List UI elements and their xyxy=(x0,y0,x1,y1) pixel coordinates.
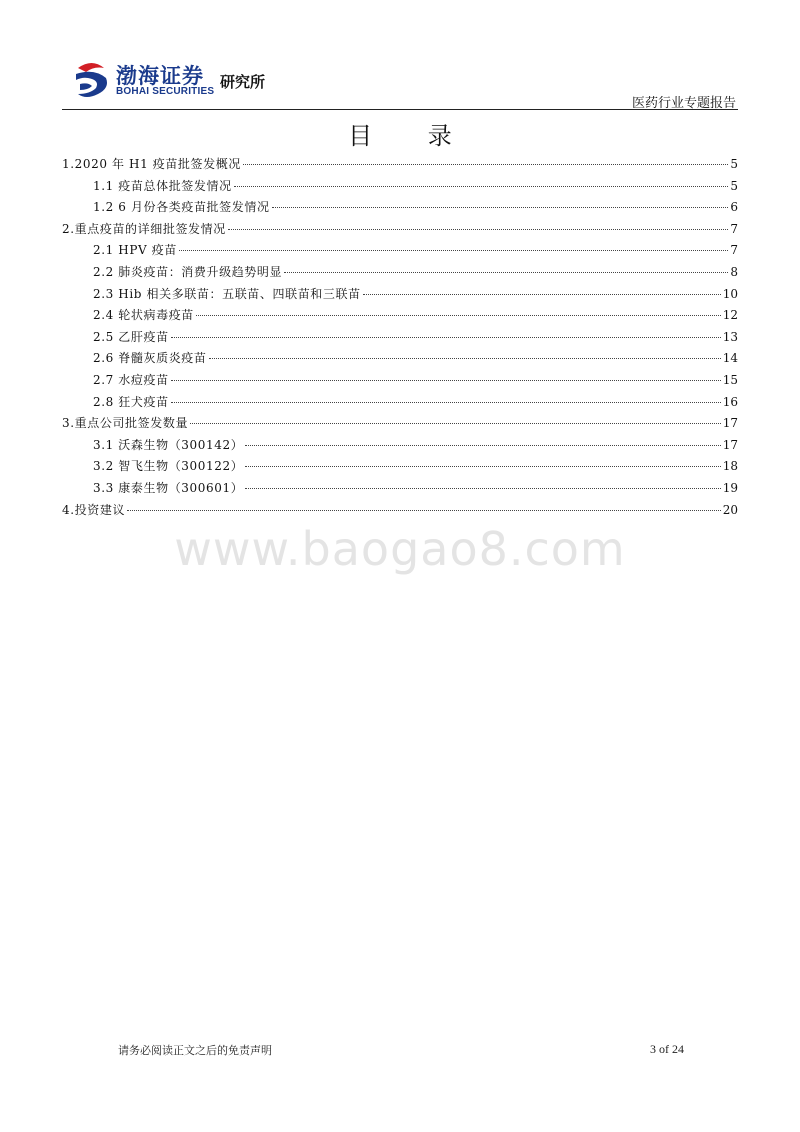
toc-entry-text: 3.重点公司批签发数量 xyxy=(62,416,189,431)
toc-leader-dots xyxy=(245,445,720,446)
toc-leader-dots xyxy=(228,229,729,230)
toc-entry-page: 7 xyxy=(730,243,738,258)
toc-entry-page: 15 xyxy=(722,372,738,387)
toc-entry-text: 2.4 轮状病毒疫苗 xyxy=(93,308,194,323)
toc-entry-text: 1.1 疫苗总体批签发情况 xyxy=(93,178,232,193)
toc-entry[interactable] xyxy=(62,370,738,392)
page-header xyxy=(62,56,738,110)
logo-chinese-name: 渤海证券 xyxy=(116,64,204,88)
report-type: 医药行业专题报告 xyxy=(631,96,736,111)
toc-entry-page: 7 xyxy=(730,221,738,236)
toc-entry[interactable] xyxy=(62,392,738,414)
toc-entry-text: 3.1 沃森生物（300142） xyxy=(93,437,244,452)
logo-english-name: BOHAI SECURITIES xyxy=(116,86,215,97)
toc-entry-text: 3.3 康泰生物（300601） xyxy=(93,480,244,495)
toc-leader-dots xyxy=(190,423,721,424)
table-of-contents xyxy=(62,154,738,521)
toc-leader-dots xyxy=(284,272,728,273)
toc-leader-dots xyxy=(171,402,721,403)
toc-entry-page: 10 xyxy=(722,286,738,301)
toc-entry-page: 5 xyxy=(730,157,738,171)
toc-leader-dots xyxy=(171,337,721,338)
toc-entry-page: 17 xyxy=(722,437,738,452)
toc-entry[interactable] xyxy=(62,478,738,500)
toc-entry[interactable] xyxy=(62,284,738,306)
toc-entry[interactable] xyxy=(62,327,738,349)
toc-leader-dots xyxy=(363,294,721,295)
toc-entry-page: 13 xyxy=(722,329,738,344)
watermark: www.baogao8.com xyxy=(174,522,626,576)
toc-entry[interactable] xyxy=(62,262,738,284)
toc-entry-text: 2.7 水痘疫苗 xyxy=(93,372,169,387)
toc-leader-dots xyxy=(243,164,728,165)
toc-entry[interactable] xyxy=(62,413,738,435)
institute-label: 研究所 xyxy=(220,73,266,91)
toc-entry[interactable] xyxy=(62,500,738,522)
toc-entry[interactable] xyxy=(62,305,738,327)
toc-entry-text: 2.6 脊髓灰质炎疫苗 xyxy=(93,351,207,366)
toc-leader-dots xyxy=(171,380,721,381)
toc-entry-page: 16 xyxy=(722,394,738,409)
toc-leader-dots xyxy=(234,186,729,187)
toc-entry-text: 3.2 智飞生物（300122） xyxy=(93,459,244,474)
toc-entry-page: 20 xyxy=(722,502,738,517)
toc-entry[interactable] xyxy=(62,435,738,457)
toc-entry[interactable] xyxy=(62,219,738,241)
toc-entry-page: 17 xyxy=(722,416,738,431)
toc-entry-text: 2.8 狂犬疫苗 xyxy=(93,394,169,409)
toc-leader-dots xyxy=(209,358,721,359)
toc-entry-text: 2.3 Hib 相关多联苗：五联苗、四联苗和三联苗 xyxy=(93,286,361,301)
toc-entry-page: 6 xyxy=(730,200,738,215)
toc-entry-text: 4.投资建议 xyxy=(62,502,126,517)
toc-entry-text: 2.2 肺炎疫苗：消费升级趋势明显 xyxy=(93,264,283,279)
footer-page-number: 3 of 24 xyxy=(650,1042,684,1056)
toc-leader-dots xyxy=(245,466,720,467)
toc-entry-page: 18 xyxy=(722,459,738,474)
toc-entry-page: 14 xyxy=(722,351,738,366)
toc-entry-text: 1.2 6 月份各类疫苗批签发情况 xyxy=(93,200,270,215)
toc-entry-page: 5 xyxy=(730,178,738,193)
toc-entry[interactable] xyxy=(62,197,738,219)
toc-entry-text: 2.1 HPV 疫苗 xyxy=(93,243,177,258)
toc-entry-page: 12 xyxy=(722,308,738,323)
toc-entry-text: 2.重点疫苗的详细批签发情况 xyxy=(62,221,226,236)
toc-entry-text: 2.5 乙肝疫苗 xyxy=(93,329,169,344)
toc-title: 目 录 xyxy=(348,122,476,150)
toc-entry[interactable] xyxy=(62,348,738,370)
bohai-logo-icon xyxy=(74,60,110,100)
toc-entry[interactable] xyxy=(62,456,738,478)
header-divider xyxy=(62,109,738,110)
toc-entry-text: 1.2020 年 H1 疫苗批签发概况 xyxy=(62,157,241,171)
toc-leader-dots xyxy=(179,250,728,251)
toc-entry-page: 8 xyxy=(730,264,738,279)
toc-entry[interactable] xyxy=(62,176,738,198)
toc-leader-dots xyxy=(196,315,721,316)
toc-leader-dots xyxy=(127,510,721,511)
toc-entry[interactable] xyxy=(62,154,738,176)
toc-leader-dots xyxy=(272,207,729,208)
toc-entry-page: 19 xyxy=(722,480,738,495)
footer-disclaimer: 请务必阅读正文之后的免责声明 xyxy=(118,1044,272,1057)
toc-leader-dots xyxy=(245,488,720,489)
toc-entry[interactable] xyxy=(62,240,738,262)
